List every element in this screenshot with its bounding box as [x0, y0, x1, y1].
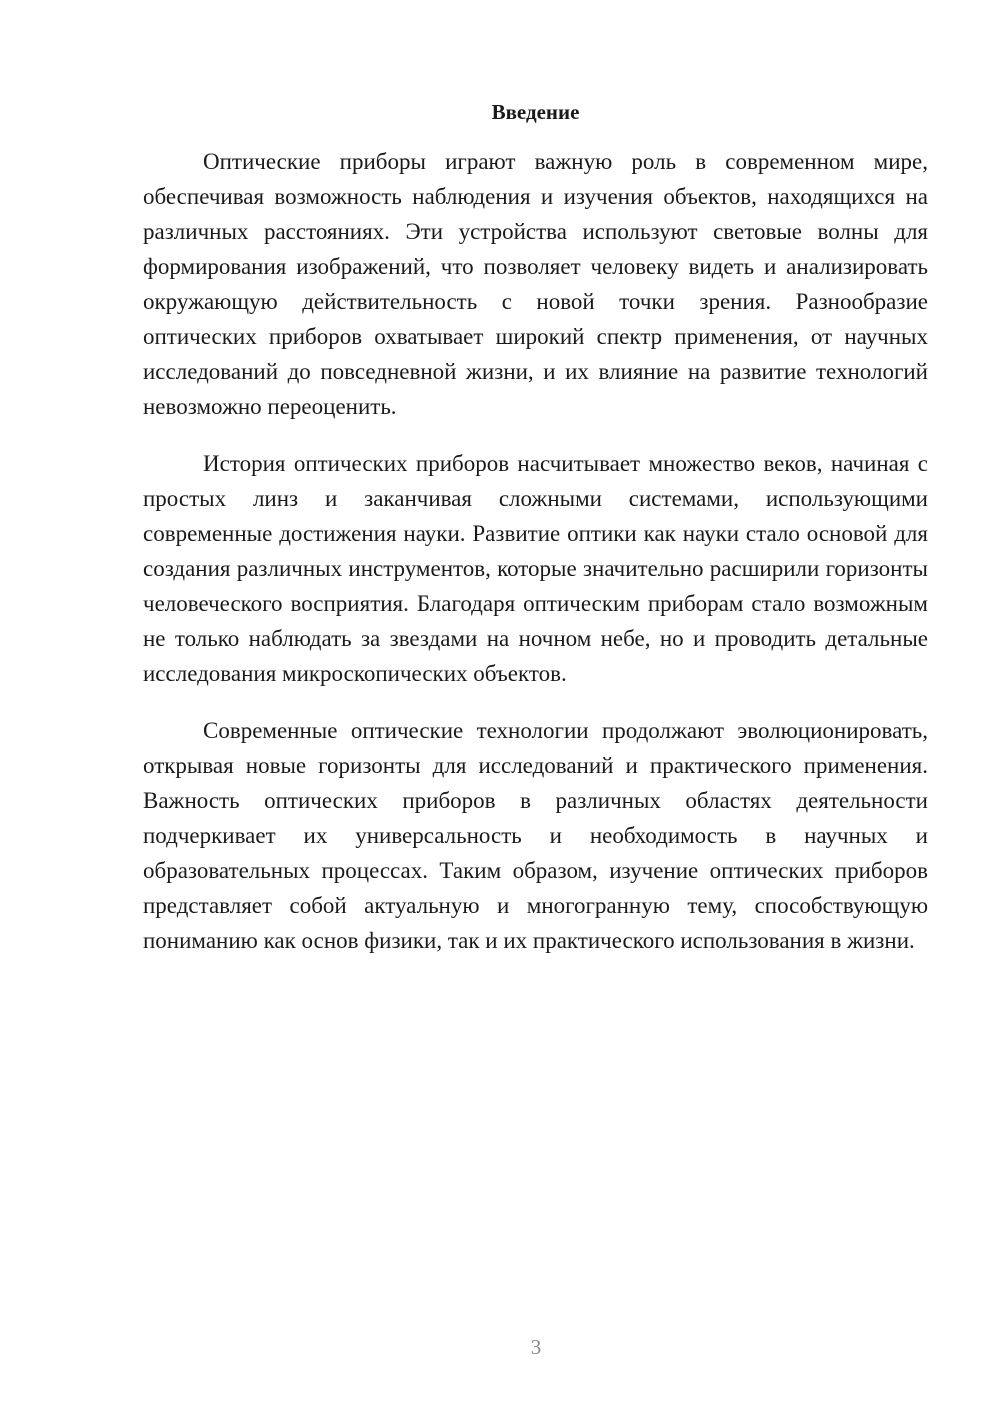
body-text: [143, 144, 928, 958]
paragraph-2: История оптических приборов насчитывает множество веков, начиная с простых линз и заканчивая сложными системами, использующими современные достижения науки. Развитие оптики как науки стало основой для создания различных инструментов, которые значительно расширили горизонты человеческого восприятия. Благодаря оптическим приборам стало возможным не только наблюдать за звездами на ночном небе, но и проводить детальные исследования микроскопических объектов.: [143, 451, 928, 686]
section-heading: Введение: [491, 100, 580, 124]
page-number: 3: [530, 1335, 542, 1359]
paragraph-3: Современные оптические технологии продолжают эволюционировать, открывая новые горизонты для исследований и практического применения. Важность оптических приборов в различных областях деятельности подчеркивает их универсальность и необходимость в научных и образовательных процессах. Таким образом, изучение оптических приборов представляет собой актуальную и многогранную тему, способствующую пониманию как основ физики, так и их практического использования в жизни.: [143, 718, 928, 953]
paragraph-1: Оптические приборы играют важную роль в современном мире, обеспечивая возможность наблюдения и изучения объектов, находящихся на различных расстояниях. Эти устройства используют световые волны для формирования изображений, что позволяет человеку видеть и анализировать окружающую действительность с новой точки зрения. Разнообразие оптических приборов охватывает широкий спектр применения, от научных исследований до повседневной жизни, и их влияние на развитие технологий невозможно переоценить.: [143, 149, 928, 419]
